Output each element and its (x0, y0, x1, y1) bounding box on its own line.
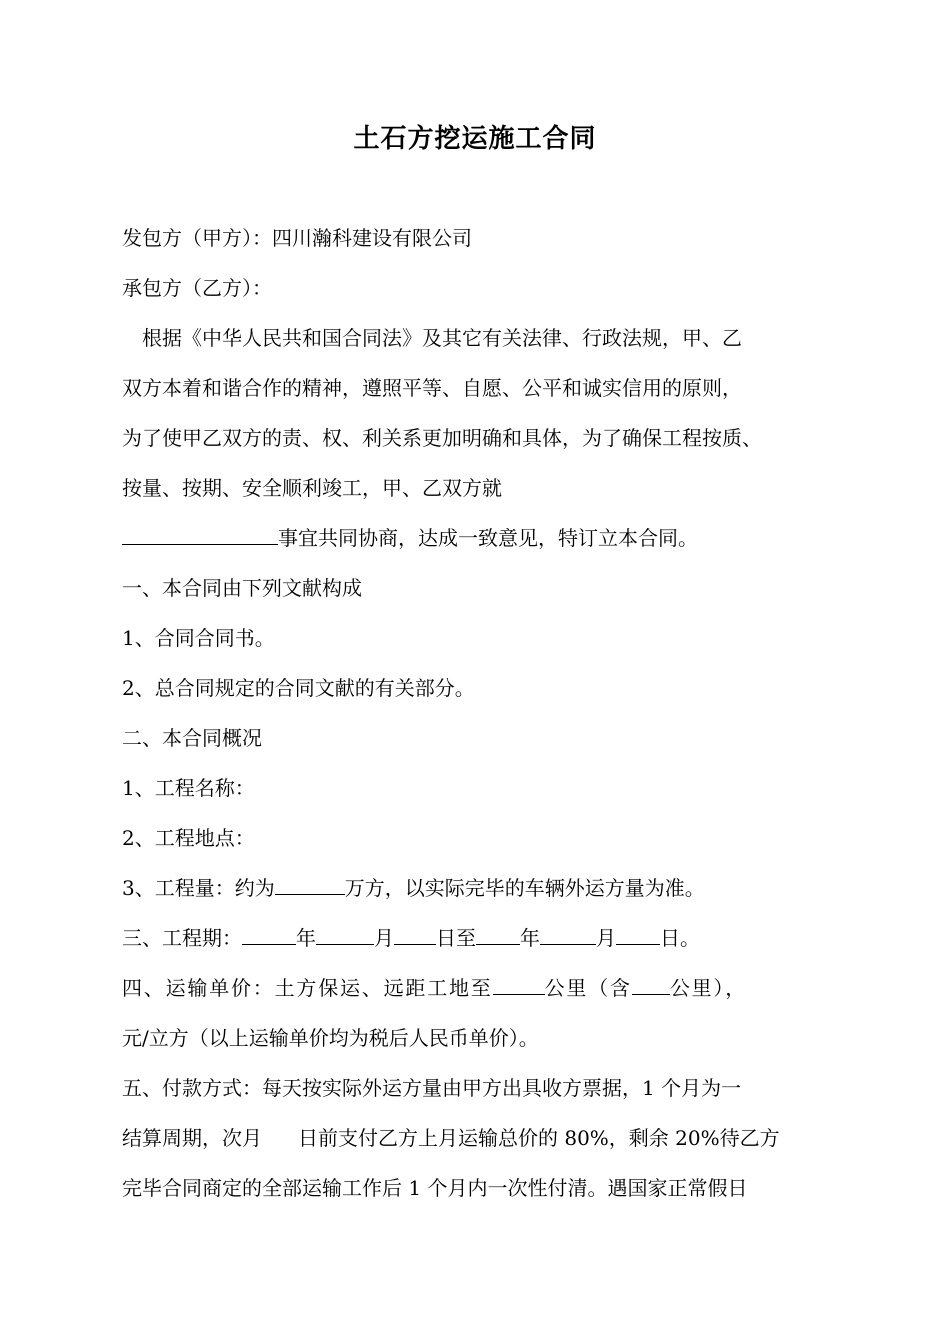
blank-distance-included (632, 974, 670, 995)
section5-line2-b: 日前支付乙方上月运输总价的 80%，剩余 20%待乙方 (298, 1126, 780, 1150)
party-a-line (122, 224, 842, 252)
section1-item1: 1、合同合同书。 (122, 626, 275, 650)
section1-heading: 一、本合同由下列文献构成 (122, 576, 362, 600)
section3-month1: 月 (374, 926, 394, 950)
section4-prefix: 四、运输单价：土方保运、远距工地至 (122, 976, 493, 1000)
section5-line3: 完毕合同商定的全部运输工作后 1 个月内一次性付清。遇国家正常假日 (122, 1176, 748, 1200)
section2-heading: 二、本合同概况 (122, 726, 262, 750)
blank-month-end (540, 924, 596, 945)
preamble-line-3: 为了使甲乙双方的责、权、利关系更加明确和具体，为了确保工程按质、 (122, 426, 762, 450)
blank-year-start (242, 924, 296, 945)
party-b-label: 承包方（乙方）： (122, 276, 272, 300)
section4-middle: 公里（含 (544, 976, 632, 1000)
section5-line2-a: 结算周期，次月 (122, 1126, 262, 1150)
section3-month2: 月 (596, 926, 616, 950)
section1-item2: 2、总合同规定的合同文献的有关部分。 (122, 676, 475, 700)
preamble-line-4: 按量、按期、安全顺利竣工，甲、乙双方就 (122, 476, 502, 500)
blank-distance (493, 974, 545, 995)
blank-day-end (616, 924, 660, 945)
party-b-line (122, 274, 842, 302)
preamble-line-1: 根据《中华人民共和国合同法》及其它有关法律、行政法规，甲、乙 (142, 326, 742, 350)
document-title: 土石方挖运施工合同 (353, 124, 597, 154)
section3-day2: 日。 (660, 926, 700, 950)
party-a-name: 四川瀚科建设有限公司 (272, 226, 472, 250)
section3-period (122, 924, 842, 952)
blank-quantity (275, 874, 345, 895)
section2-item1: 1、工程名称： (122, 776, 255, 800)
blank-day-start (394, 924, 436, 945)
section3-label: 三、工程期： (122, 926, 242, 950)
section3-year1: 年 (296, 926, 316, 950)
section4-suffix: 公里）， (669, 976, 748, 1000)
blank-year-end (476, 924, 520, 945)
section2-item3-prefix: 3、工程量：约为 (122, 876, 275, 900)
section5-line1: 五、付款方式：每天按实际外运方量由甲方出具收方票据，1 个月为一 (122, 1076, 742, 1100)
party-a-label: 发包方（甲方）： (122, 226, 272, 250)
section4-line1 (122, 974, 842, 1002)
section4-line2: 元/立方（以上运输单价均为税后人民币单价）。 (122, 1026, 539, 1050)
preamble-line-2: 双方本着和谐合作的精神，遵照平等、自愿、公平和诚实信用的原则， (122, 376, 742, 400)
section2-item3-suffix: 万方，以实际完毕的车辆外运方量为准。 (344, 876, 705, 900)
preamble-line-5 (122, 524, 842, 552)
section2-item3 (122, 874, 842, 902)
blank-matter (122, 524, 278, 545)
section3-year2: 年 (520, 926, 540, 950)
preamble-line-5-text: 事宜共同协商，达成一致意见，特订立本合同。 (278, 526, 698, 550)
section5-line2 (122, 1124, 842, 1152)
blank-month-start (316, 924, 374, 945)
section2-item2: 2、工程地点： (122, 826, 255, 850)
section3-day1: 日至 (436, 926, 476, 950)
